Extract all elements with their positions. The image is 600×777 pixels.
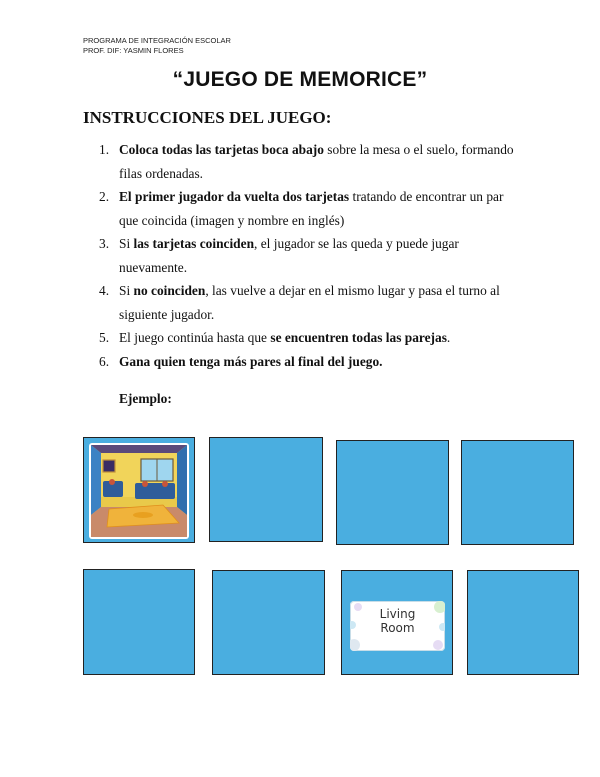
instructions-list [83,138,523,373]
teacher-name: PROF. DIF: YASMIN FLORES [83,46,184,55]
school-header [83,36,231,56]
instructions-heading: INSTRUCCIONES DEL JUEGO: [83,108,332,127]
instruction-number: 3. [99,236,110,251]
memory-card-face-down[interactable] [467,570,579,675]
instruction-number: 4. [99,283,110,298]
instruction-bold: Coloca todas las tarjetas boca abajo [119,142,324,157]
instruction-text: , las vuelve a dejar en el mismo lugar y pasa el turno al siguiente jugador. [119,283,500,322]
instruction-number: 2. [99,189,110,204]
instruction-bold: no coinciden [133,283,206,298]
memory-card-living-room-image[interactable] [83,437,195,543]
memory-card-face-down[interactable] [209,437,323,542]
instruction-text: sobre la mesa o el suelo, formando filas ordenadas. [119,142,514,181]
program-name: PROGRAMA DE INTEGRACIÓN ESCOLAR [83,36,231,45]
instruction-prefix: El juego continúa hasta que [119,330,271,345]
instruction-bold: Gana quien tenga más pares al final del juego. [119,353,383,369]
memory-card-living-room-word[interactable] [341,570,453,675]
word-label-card [350,601,445,651]
memory-card-face-down[interactable] [212,570,325,675]
word-line-1: Living [379,607,416,621]
memory-card-face-down[interactable] [83,569,195,675]
memory-card-face-down[interactable] [461,440,574,545]
instruction-number: 1. [99,142,110,157]
example-label: Ejemplo: [119,391,172,406]
living-room-illustration [89,443,189,539]
instruction-bold: las tarjetas coinciden [133,236,255,251]
word-label-text [350,607,445,635]
instruction-bold: se encuentren todas las parejas [270,330,447,345]
word-line-2: Room [380,621,415,635]
instruction-item [83,185,523,232]
instruction-text: tratando de encontrar un par que coincida (imagen y nombre en inglés) [119,189,504,228]
instruction-item [83,279,523,326]
instruction-item [83,350,523,374]
instruction-bold: El primer jugador da vuelta dos tarjetas [119,189,350,204]
instruction-number: 5. [99,330,110,345]
instruction-prefix: Si [119,283,134,298]
instruction-item [83,326,523,350]
instruction-item [83,232,523,279]
instruction-text: . [446,330,451,345]
instruction-text: , el jugador se las queda y puede jugar nuevamente. [119,236,459,275]
instruction-number: 6. [99,353,110,369]
memory-card-face-down[interactable] [336,440,449,545]
instruction-prefix: Si [119,236,134,251]
instruction-item [83,138,523,185]
page-title: “JUEGO DE MEMORICE” [172,68,428,91]
